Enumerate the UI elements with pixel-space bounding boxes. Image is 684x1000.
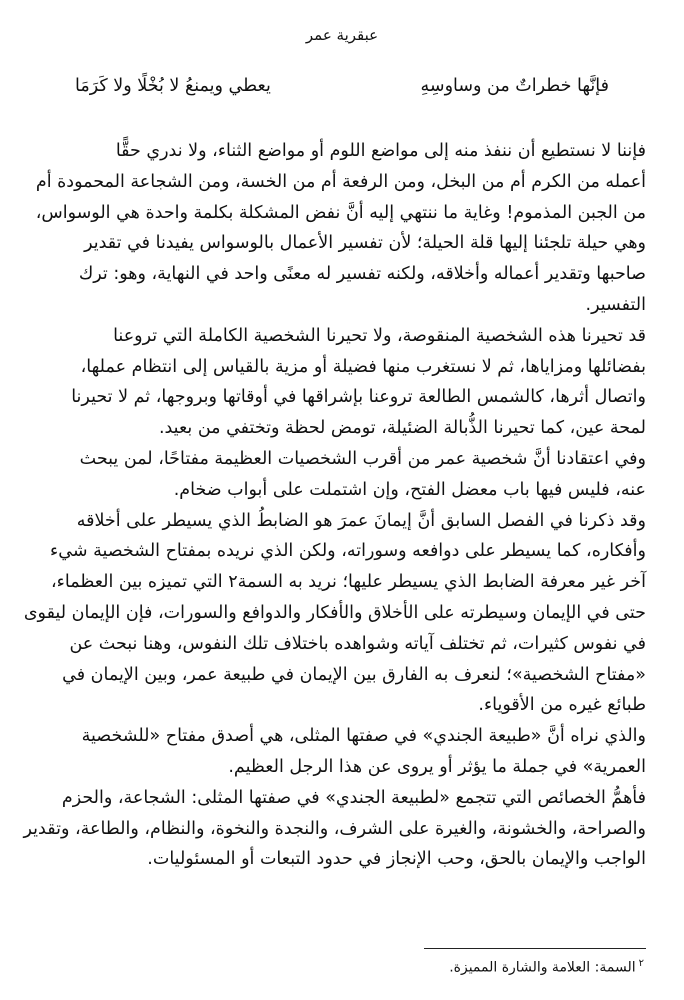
text-line: في نفوس كثيرات، ثم تختلف آياته وشواهده باختلاف تلك النفوس، وهنا نبحث عن [69, 633, 646, 654]
text-line: فأهمُّ الخصائص التي تتجمع «لطبيعة الجندي» في صفتها المثلى: الشجاعة، والحزم [61, 787, 646, 808]
text-line: وقد ذكرنا في الفصل السابق أنَّ إيمانَ عمرَ هو الضابطُ الذي يسيطر على أخلاقه [76, 510, 646, 531]
text-line: لمحة عين، كما تحيرنا الذُّبالة الضئيلة، تومض لحظة وتختفي من بعيد. [158, 418, 646, 439]
text-line: حتى في الإيمان وسيطرته على الأخلاق والأفكار والدوافع والسورات، فإن الإيمان ليقوى [23, 602, 646, 623]
body-text [23, 136, 646, 875]
footnote-divider [424, 948, 646, 949]
text-line: العمرية» في جملة ما يؤثر أو يروى عن هذا الرجل العظيم. [228, 756, 646, 777]
text-line: قد تحيرنا هذه الشخصية المنقوصة، ولا تحيرنا الشخصية الكاملة التي تروعنا [113, 325, 646, 346]
paragraph [23, 783, 646, 875]
text-line: آخر غير معرفة الضابط الذي يسيطر عليها؛ نريد به السمة٢ التي تميزه بين العظماء، [51, 572, 646, 593]
text-line: التفسير. [585, 294, 646, 315]
text-line: الواجب والإيمان بالحق، وحب الإنجاز في حدود التبعات أو المسئوليات. [147, 849, 646, 870]
text-line: والذي نراه أنَّ «طبيعة الجندي» في صفتها المثلى، هي أصدق مفتاح «للشخصية [81, 726, 646, 747]
footnote-text: السمة: العلامة والشارة المميزة. [449, 959, 636, 976]
text-line: «مفتاح الشخصية»؛ لنعرف به الفارق بين الإيمان في طبيعة عمر، وبين الإيمان في [62, 664, 646, 685]
paragraph [42, 721, 646, 783]
paragraph [35, 136, 646, 321]
verse-first-hemistich: فإنَّها خطراتٌ من وساوسِهِ [420, 76, 609, 96]
paragraph [42, 321, 646, 444]
text-line: وهي حيلة تلجئنا إليها قلة الحيلة؛ لأن تفسير الأعمال بالوسواس يفيدنا في تقدير [84, 233, 646, 254]
book-title: عبقرية عمر [305, 26, 379, 44]
text-line: وأفكاره، كما يسيطر على دوافعه وسوراته، ولكن الذي نريده بمفتاح الشخصية شيء [50, 541, 646, 562]
paragraph [23, 506, 646, 722]
text-line: واتصال أثرها، كالشمس الطالعة تروعنا بإشراقها في أوقاتها وبروجها، ثم لا تحيرنا [71, 387, 646, 408]
text-line: فإننا لا نستطيع أن ننفذ منه إلى مواضع اللوم أو مواضع الثناء، ولا ندري حقًّا [115, 141, 646, 161]
footnote-number: ٢ [638, 958, 644, 969]
poetry-verse [75, 76, 609, 106]
text-line: أعمله من الكرم أم من البخل، ومن الرفعة أم من الخسة، ومن الشجاعة المحمودة أم [35, 171, 646, 192]
verse-second-hemistich: يعطي ويمنعُ لا بُخْلًا ولا كَرَمَا [75, 76, 271, 96]
text-line: طبائع غيره من الأقوياء. [478, 695, 646, 716]
footnote [449, 958, 644, 976]
paragraph [42, 444, 646, 506]
text-line: وفي اعتقادنا أنَّ شخصية عمر من أقرب الشخصيات العظيمة مفتاحًا، لمن يبحث [79, 448, 646, 469]
text-line: عنه، فليس فيها باب معضل الفتح، وإن اشتملت على أبواب ضخام. [173, 479, 646, 500]
text-line: من الجبن المذموم! وغاية ما ننتهي إليه أنَّ نفض المشكلة بكلمة واحدة هي الوسواس، [35, 202, 646, 223]
text-line: والصراحة، والخشونة، والغيرة على الشرف، والنجدة والنخوة، والنظام، والطاعة، وتقدير [23, 818, 646, 839]
running-header [0, 26, 684, 44]
text-line: صاحبها وتقدير أعماله وأخلاقه، ولكنه تفسير له معنًى واحد في النهاية، وهو: ترك [78, 264, 646, 285]
text-line: بفضائلها ومزاياها، ثم لا نستغرب منها فضيلة أو مزية بالقياس إلى انتظام عملها، [80, 356, 646, 377]
